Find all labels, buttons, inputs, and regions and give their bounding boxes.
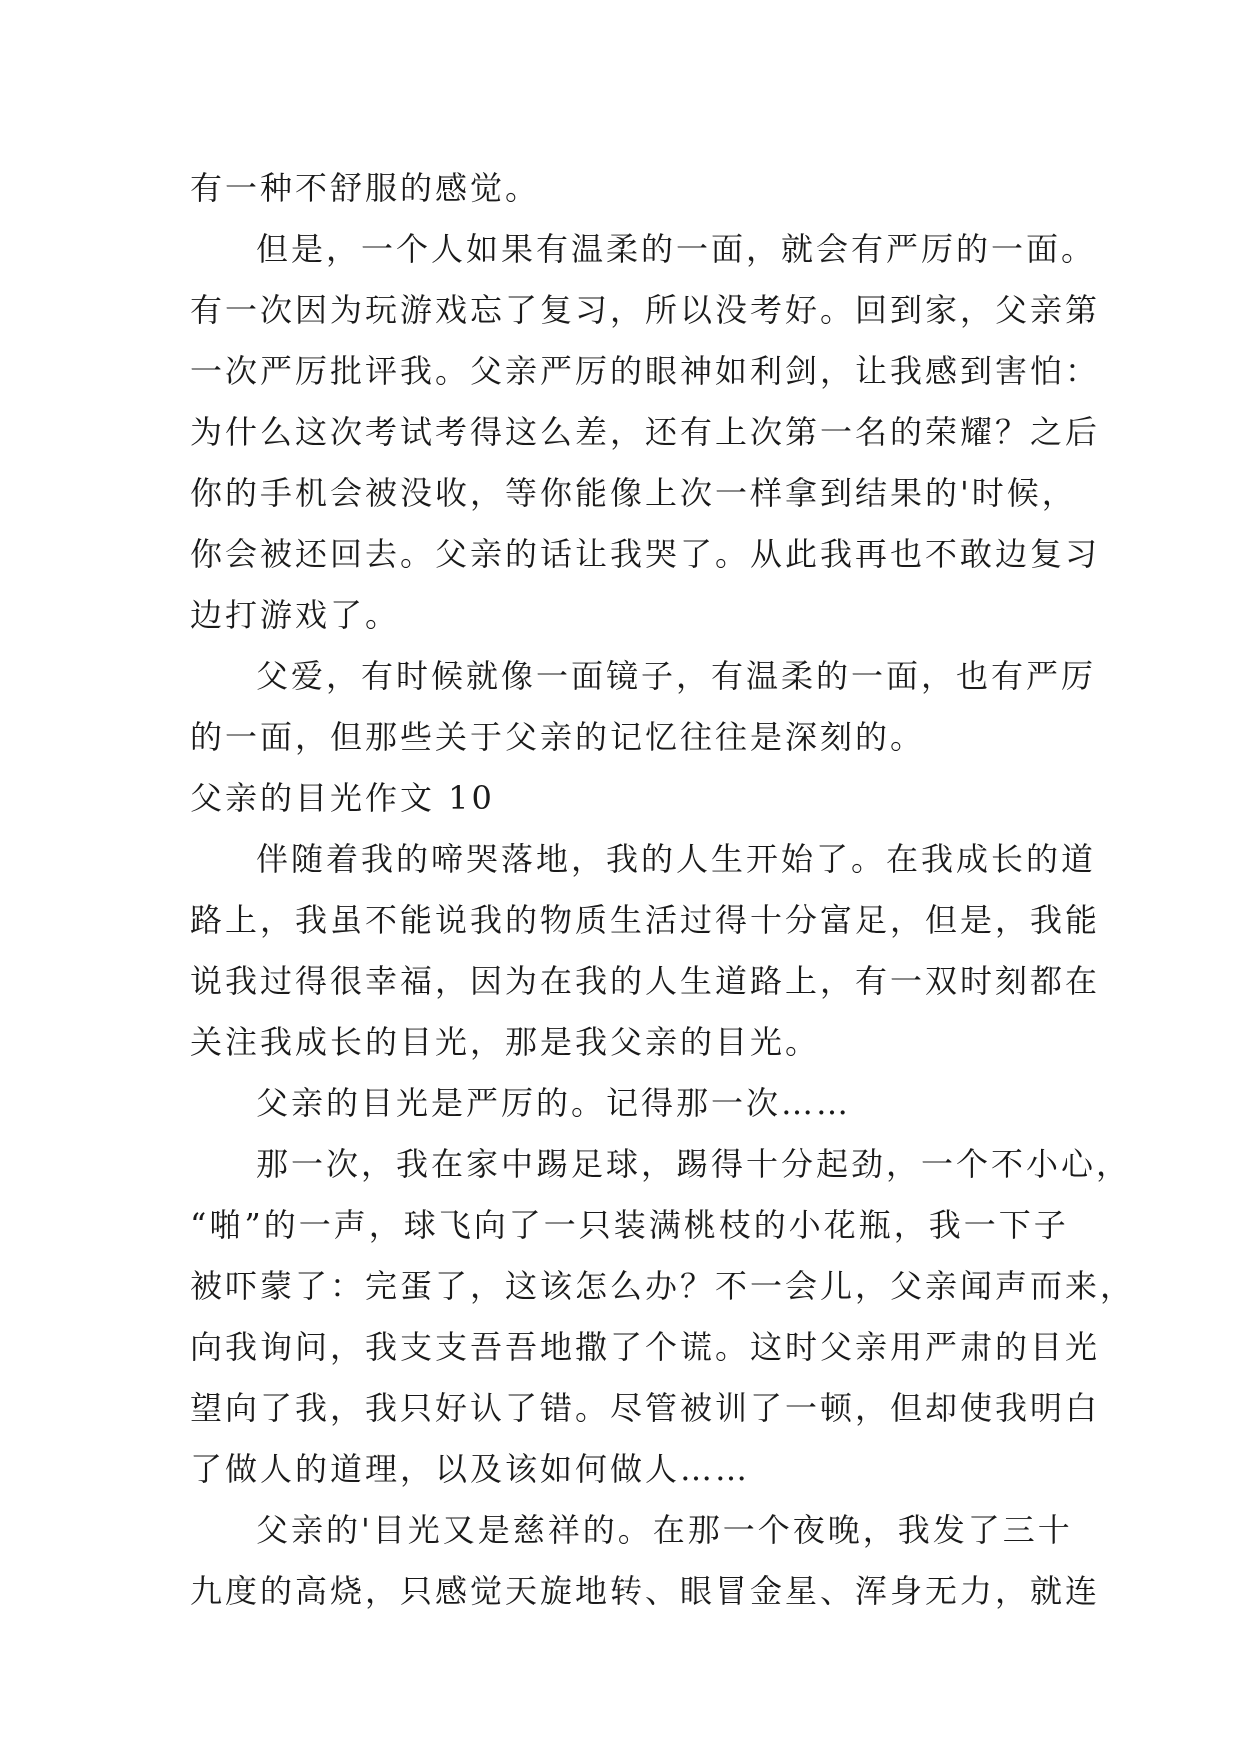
paragraph-start-line: 那一次，我在家中踢足球，踢得十分起劲，一个不小心，	[256, 1145, 1132, 1183]
text-line: 的一面，但那些关于父亲的记忆往往是深刻的。	[190, 718, 926, 756]
text-line: 向我询问，我支支吾吾地撒了个谎。这时父亲用严肃的目光	[190, 1328, 1101, 1366]
paragraph-start-line: 但是，一个人如果有温柔的一面，就会有严厉的一面。	[256, 230, 1097, 268]
paragraph-start-line: 父亲的目光是严厉的。记得那一次……	[256, 1084, 852, 1122]
text-line: 有一次因为玩游戏忘了复习，所以没考好。回到家，父亲第	[190, 291, 1101, 329]
text-line: 你的手机会被没收，等你能像上次一样拿到结果的'时候，	[190, 474, 1077, 512]
essay-title: 父亲的目光作文 10	[190, 779, 495, 817]
text-line: 关注我成长的目光，那是我父亲的目光。	[190, 1023, 821, 1061]
paragraph-start-line: 父爱，有时候就像一面镜子，有温柔的一面，也有严厉	[256, 657, 1097, 695]
text-line: 你会被还回去。父亲的话让我哭了。从此我再也不敢边复习	[190, 535, 1101, 573]
text-line: 路上，我虽不能说我的物质生活过得十分富足，但是，我能	[190, 901, 1101, 939]
text-line: “啪”的一声，球飞向了一只装满桃枝的小花瓶，我一下子	[190, 1206, 1069, 1244]
text-line: 九度的高烧，只感觉天旋地转、眼冒金星、浑身无力，就连	[190, 1572, 1101, 1610]
text-line: 为什么这次考试考得这么差，还有上次第一名的荣耀？之后	[190, 413, 1101, 451]
text-line: 望向了我，我只好认了错。尽管被训了一顿，但却使我明白	[190, 1389, 1101, 1427]
text-line: 有一种不舒服的感觉。	[190, 169, 541, 207]
text-line: 被吓蒙了：完蛋了，这该怎么办？不一会儿，父亲闻声而来，	[190, 1267, 1136, 1305]
text-line: 说我过得很幸福，因为在我的人生道路上，有一双时刻都在	[190, 962, 1101, 1000]
text-line: 一次严厉批评我。父亲严厉的眼神如利剑，让我感到害怕：	[190, 352, 1101, 390]
paragraph-start-line: 父亲的'目光又是慈祥的。在那一个夜晚，我发了三十	[256, 1511, 1073, 1549]
paragraph-start-line: 伴随着我的啼哭落地，我的人生开始了。在我成长的道	[256, 840, 1097, 878]
text-line: 边打游戏了。	[190, 596, 401, 634]
text-line: 了做人的道理，以及该如何做人……	[190, 1450, 751, 1488]
